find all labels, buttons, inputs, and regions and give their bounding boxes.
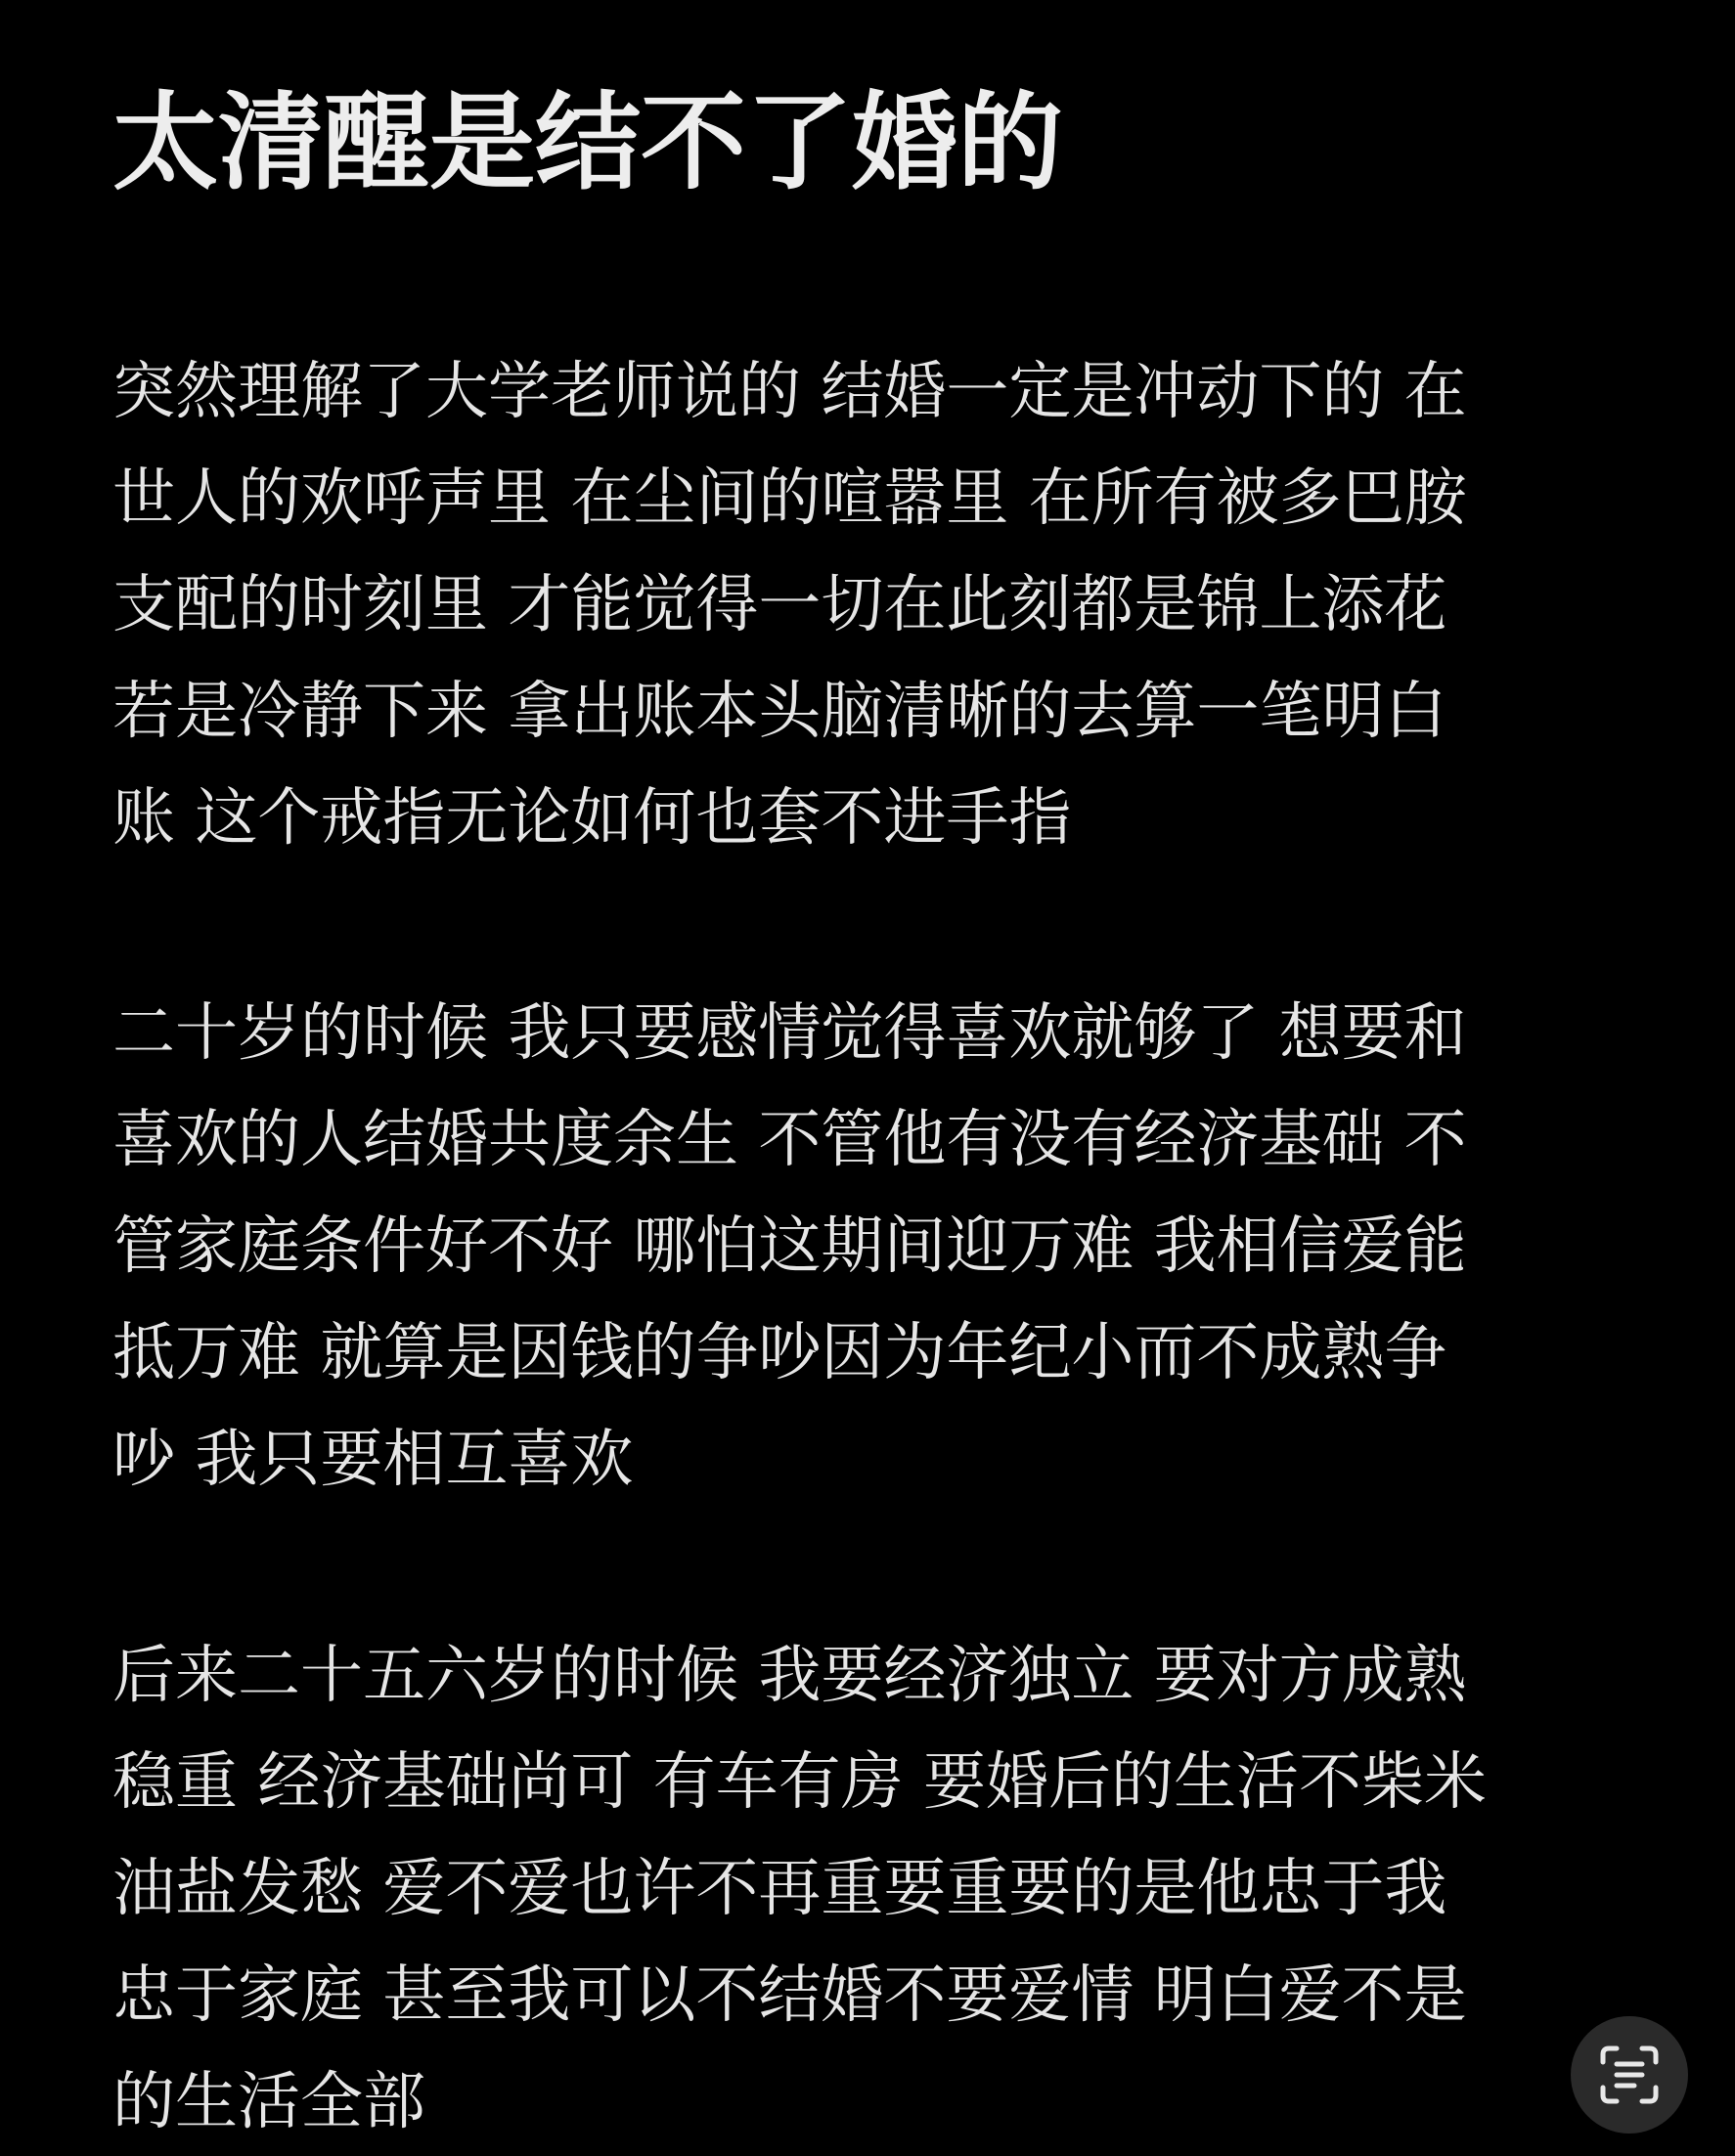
paragraph-line: 二十岁的时候 我只要感情觉得喜欢就够了 想要和 — [112, 997, 1467, 1070]
paragraph-line: 油盐发愁 爱不爱也许不再重要重要的是他忠于我 — [112, 1853, 1447, 1925]
paragraph-line: 忠于家庭 甚至我可以不结婚不要爱情 明白爱不是 — [112, 1959, 1467, 2032]
paragraph-line: 支配的时刻里 才能觉得一切在此刻都是锦上添花 — [112, 569, 1447, 641]
paragraph-line: 账 这个戒指无论如何也套不进手指 — [112, 782, 1072, 855]
paragraph-line: 若是冷静下来 拿出账本头脑清晰的去算一笔明白 — [112, 676, 1447, 748]
paragraph-line: 喜欢的人结婚共度余生 不管他有没有经济基础 不 — [112, 1104, 1467, 1176]
paragraph-3 — [112, 1623, 1599, 2156]
page-title: 太清醒是结不了婚的 — [112, 82, 1064, 204]
paragraph-2 — [112, 981, 1599, 1514]
paragraph-line: 吵 我只要相互喜欢 — [112, 1424, 634, 1496]
paragraph-line: 世人的欢呼声里 在尘间的喧嚣里 在所有被多巴胺 — [112, 462, 1467, 535]
paragraph-line: 抵万难 就算是因钱的争吵因为年纪小而不成熟争 — [112, 1317, 1447, 1389]
paragraph-line: 管家庭条件好不好 哪怕这期间迎万难 我相信爱能 — [112, 1210, 1467, 1283]
text-scan-button[interactable] — [1571, 2016, 1688, 2134]
paragraph-line: 的生活全部 — [112, 2066, 425, 2138]
paragraph-line: 稳重 经济基础尚可 有车有房 要婚后的生活不柴米 — [112, 1746, 1488, 1819]
paragraph-line: 突然理解了大学老师说的 结婚一定是冲动下的 在 — [112, 356, 1467, 428]
paragraph-line: 后来二十五六岁的时候 我要经济独立 要对方成熟 — [112, 1640, 1467, 1712]
text-scan-icon — [1597, 2043, 1662, 2107]
paragraph-1 — [112, 339, 1599, 872]
